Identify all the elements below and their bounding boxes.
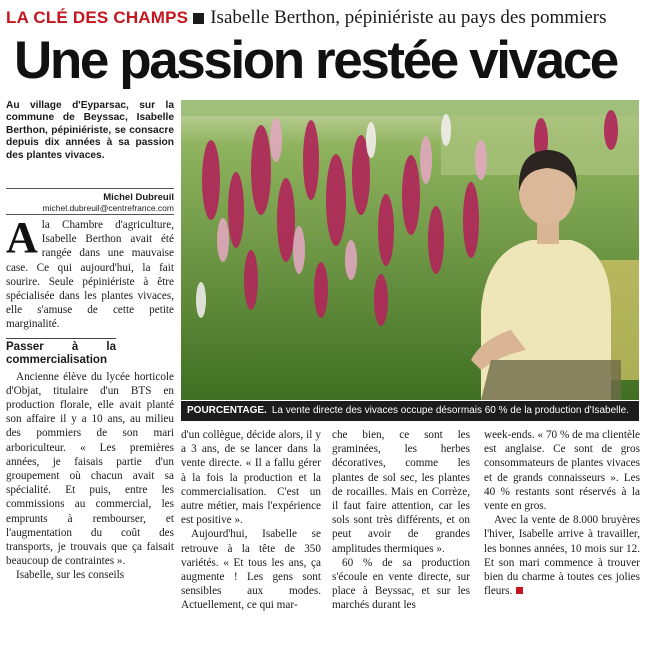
drop-cap: A [6,218,38,262]
caption-label: POURCENTAGE. [187,405,267,416]
subheading: Passer à la commercialisation [6,338,116,367]
caption-text: La vente directe des vivaces occupe désormais 60 % de la production d'Isabelle. [271,405,629,416]
lede-divider [6,188,174,189]
article-column-4 [484,428,640,646]
body-paragraph: Aujourd'hui, Isabelle se retrouve à la tête de 350 variétés. « Et tous les ans, ça augmente ! Les gens sont sensibles aux modes. Actuellement, ce qui mar- [181,528,321,612]
byline-email: michel.dubreuil@centrefrance.com [42,203,174,213]
article-column-3 [332,428,470,646]
byline-divider [6,214,174,215]
body-paragraph: week-ends. « 70 % de ma clientèle est anglaise. Ce sont de gros consommateurs de plantes vivaces et de grands connaisseurs ». Les 40 % restants sont réservés à la vente en gros. [484,429,640,513]
flower-field-photo [181,100,639,400]
end-mark-icon [516,587,523,594]
article-column-2 [181,428,321,646]
square-bullet-icon [193,13,204,24]
kicker-subtitle: Isabelle Berthon, pépiniériste au pays des pommiers [210,7,607,28]
body-paragraph [484,513,640,598]
headline: Une passion restée vivace [14,31,617,90]
kicker-line [6,6,646,30]
byline [6,192,174,213]
body-paragraph: Ancienne élève du lycée horticole d'Objat, titulaire d'un BTS en production florale, elle avait planté son affaire il y a 10 ans, au milieu des pommiers de son mari arboriculteur. « Les premières années, je faisais partie d'un groupement où chacun avait sa spécialité. Et puis, entre les commissions au commercial, les emprunts à rembourser, et l'augmentation du coût des transports, je trouvais que ça faisait beaucoup de contraintes ». [6,370,174,568]
body-paragraph: Isabelle, sur les conseils [16,569,125,582]
body-paragraph: che bien, ce sont les graminées, les herbes décoratives, comme les plantes de sol sec, les plantes de rocailles. Mais en Corrèze, il faut faire attention, car les sols sont très différents, et on peut avoir de grandes amplitudes thermiques ». [332,429,470,555]
intro-paragraph [6,218,174,332]
byline-author: Michel Dubreuil [103,192,174,203]
closing-text: Avec la vente de 8.000 bruyères l'hiver, Isabelle arrive à travailler, les bonnes années, 10 mois sur 12. Et son mari commence à trouver bien du charme à toutes ces jolies fleurs. [484,514,640,598]
intro-text: la Chambre d'agriculture, Isabelle Berthon avait été rangée dans une mauvaise case. Ce qui aujourd'hui, la fait sourire. Seule pépiniériste à être spécialisée dans les plantes vivaces, elle s'amuse de cette petite marginalité. [6,219,174,331]
rubric-label: LA CLÉ DES CHAMPS [6,8,189,27]
article-photo [181,100,639,400]
article-column-1 [6,218,174,646]
photo-caption [181,401,639,421]
body-paragraph: 60 % de sa production s'écoule en vente directe, sur place à Beyssac, et sur les marchés durant les [332,556,470,612]
body-paragraph: d'un collègue, décide alors, il y a 3 ans, de se lancer dans la vente directe. « Il a fallu gérer à la fois la production et la commercialisation. C'est un autre métier, mais l'expérience est positive ». [181,429,321,527]
lede: Au village d'Eyparsac, sur la commune de Beyssac, Isabelle Berthon, pépiniériste, se consacre depuis dix années à sa passion des plantes vivaces. [6,100,174,161]
